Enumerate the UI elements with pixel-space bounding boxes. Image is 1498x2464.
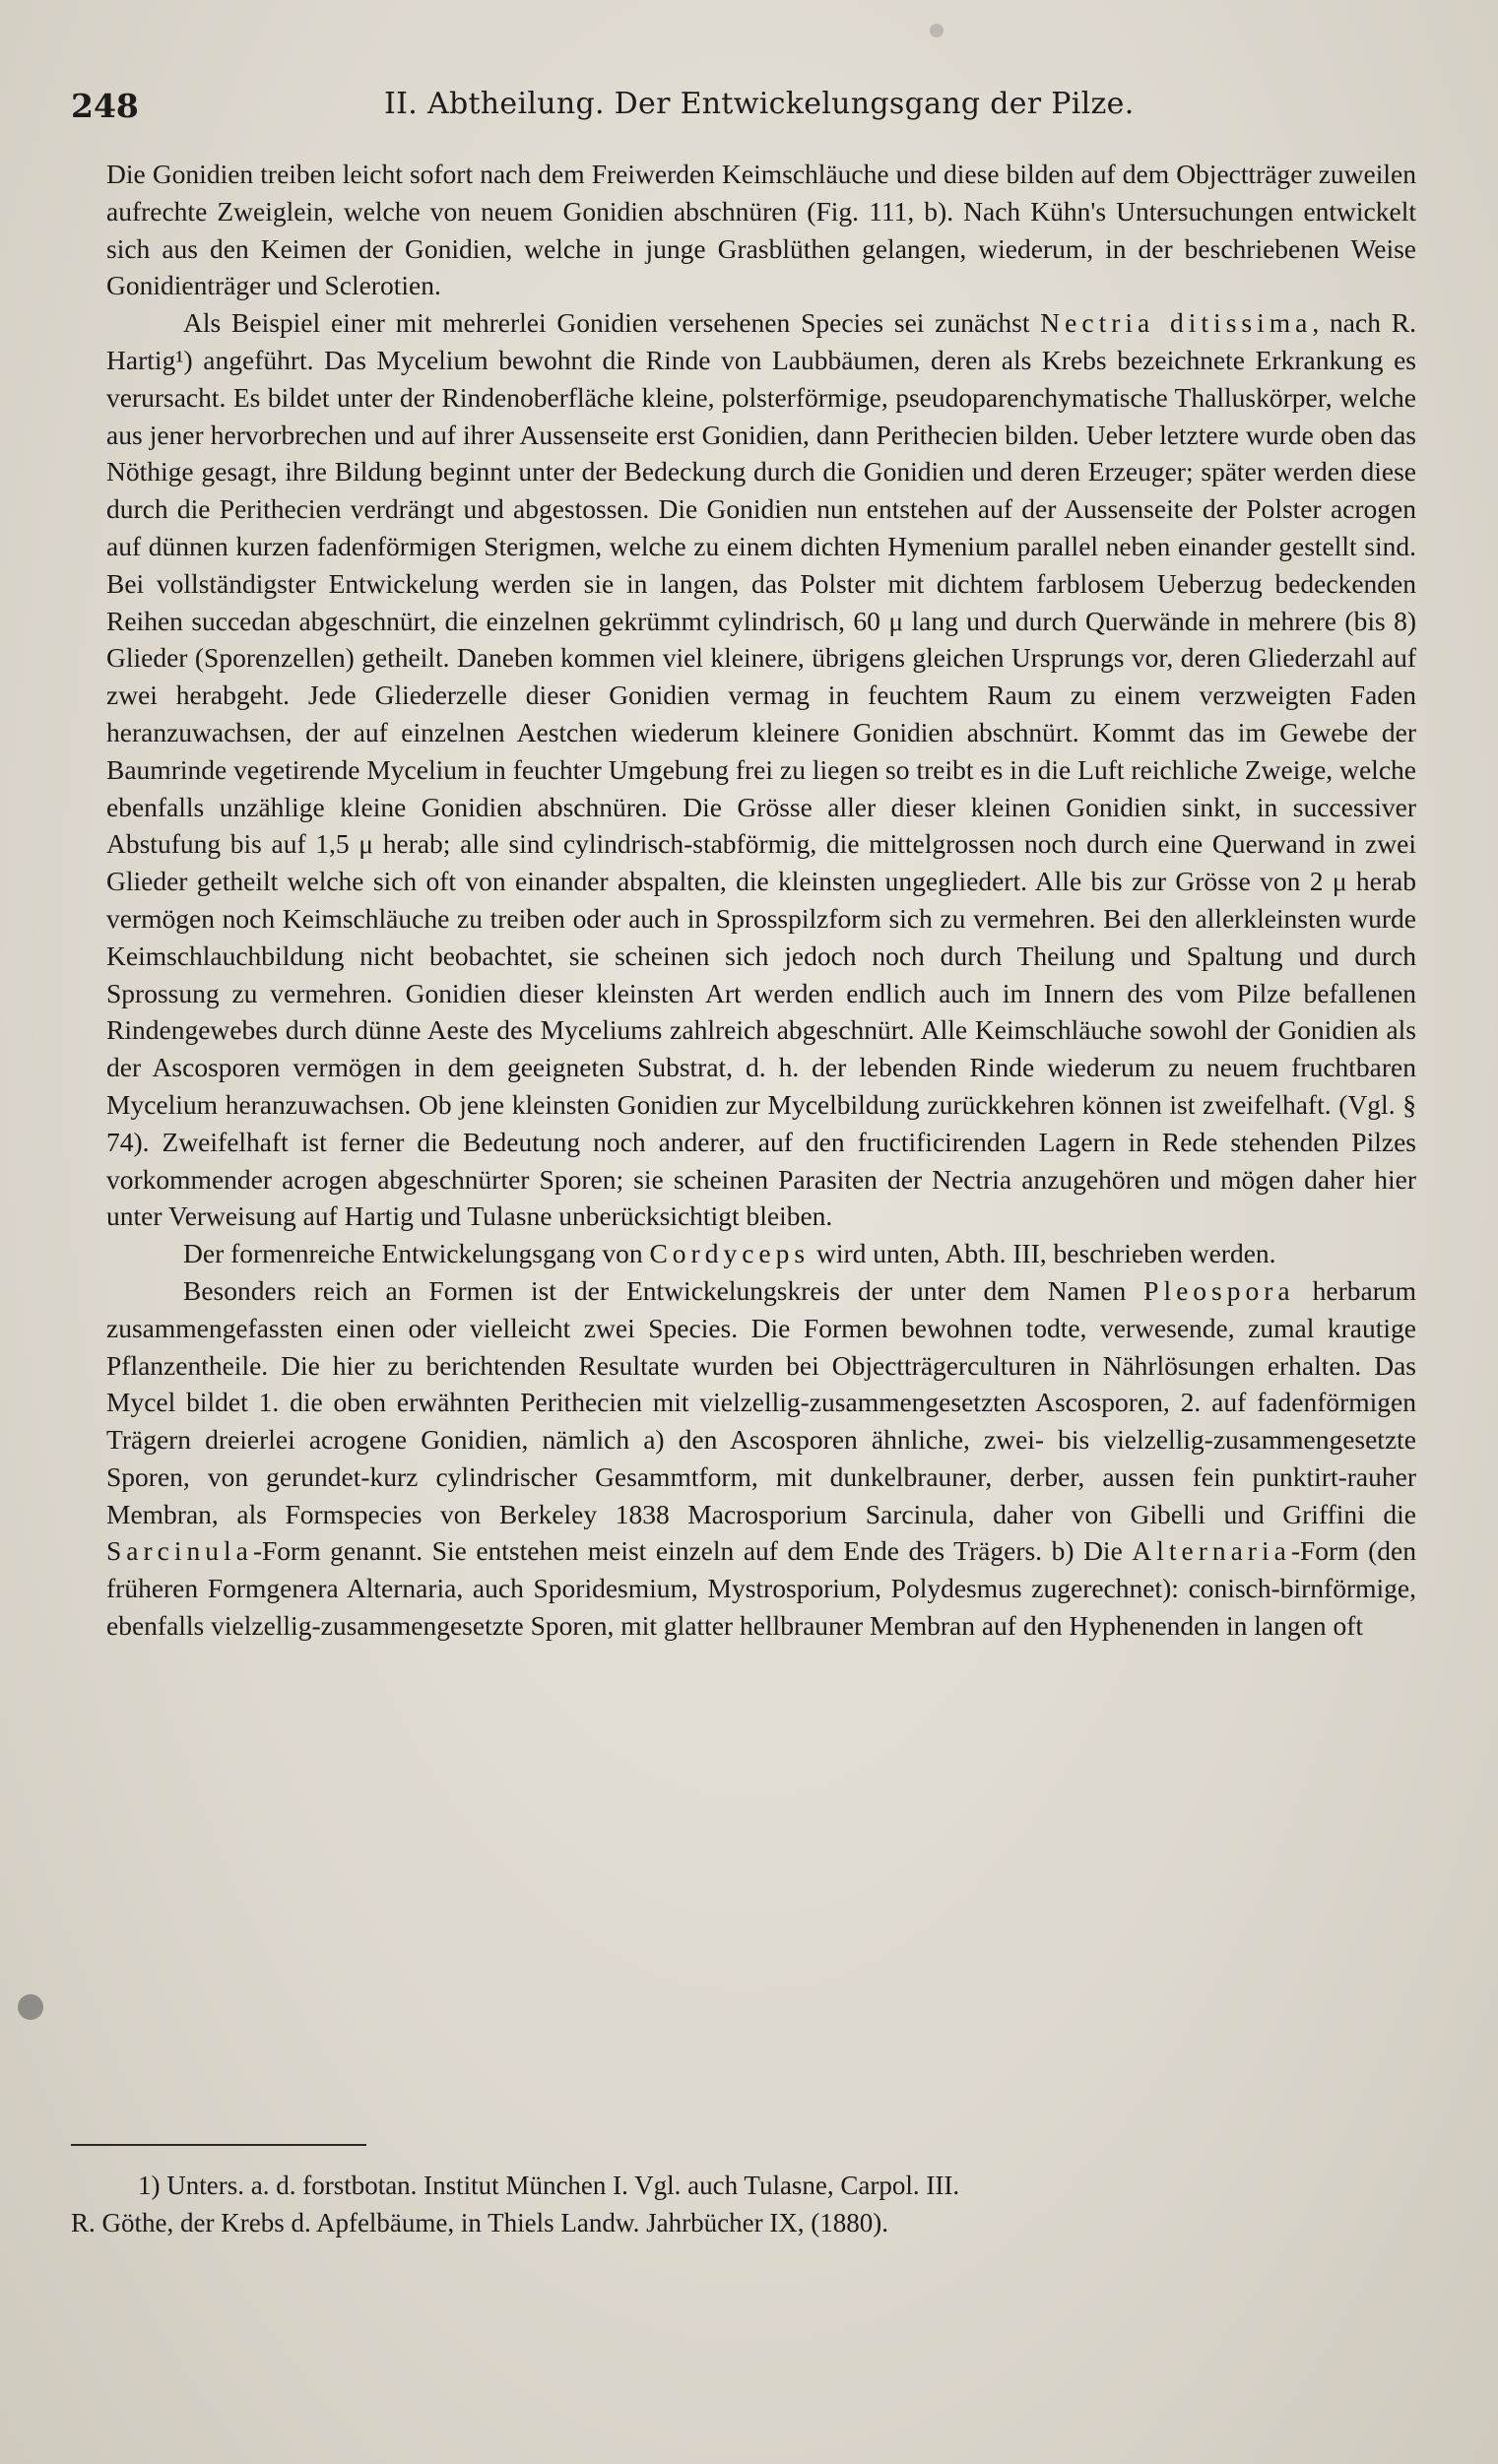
- running-head: II. Abtheilung. Der Entwickelungsgang der Pilze.: [384, 87, 1135, 121]
- text-run: -Form genannt. Sie entstehen meist einzeln auf dem Ende des Trägers. b) Die: [252, 1535, 1133, 1567]
- page-number: 248: [71, 87, 139, 125]
- body-text: [106, 156, 1416, 1645]
- text-run: , nach R. Hartig¹) angeführt. Das Mycelium bewohnt die Rinde von Laubbäumen, deren als Krebs bezeichnete Erkrankung es verursacht. Es bildet unter der Rindenoberfläche kleine, polsterförmige, pseudoparenchymatische Thalluskörper, welche aus jener hervorbrechen und auf ihrer Aussenseite erst Gonidien, dann Perithecien bilden. Ueber letztere wurde oben das Nöthige gesagt, ihre Bildung beginnt unter der Bedeckung durch die Gonidien und deren Erzeuger; später werden diese durch die Perithecien verdrängt und abgestossen. Die Gonidien nun entstehen auf der Aussenseite der Polster acrogen auf dünnen kurzen fadenförmigen Sterigmen, welche zu einem dichten Hymenium parallel neben einander gestellt sind. Bei vollständigster Entwickelung werden sie in langen, das Polster mit dichtem farblosem Ueberzug bedeckenden Reihen succedan abgeschnürt, die einzelnen gekrümmt cylindrisch, 60 μ lang und durch Querwände in mehrere (bis 8) Glieder (Sporenzellen) getheilt. Daneben kommen viel kleinere, übrigens gleichen Ursprungs vor, deren Gliederzahl auf zwei herabgeht. Jede Gliederzelle dieser Gonidien vermag in feuchtem Raum zu einem verzweigten Faden heranzuwachsen, der auf einzelnen Aestchen wiederum kleinere Gonidien abschnürt. Kommt das im Gewebe der Baumrinde vegetirende Mycelium in feuchter Umgebung frei zu liegen so treibt es in die Luft reichliche Zweige, welche ebenfalls unzählige kleine Gonidien abschnüren. Die Grösse aller dieser kleinen Gonidien sinkt, in successiver Abstufung bis auf 1,5 μ herab; alle sind cylindrisch-stabförmig, die mittelgrossen noch durch eine Querwand in zwei Glieder getheilt welche sich oft von einander abspalten, die kleinsten ungegliedert. Alle bis zur Grösse von 2 μ herab vermögen noch Keimschläuche zu treiben oder auch in Sprosspilzform sich zu vermehren. Bei den allerkleinsten wurde Keimschlauchbildung nicht beobachtet, sie scheinen sich jedoch noch durch Theilung und Spaltung und durch Sprossung zu vermehren. Gonidien dieser kleinsten Art werden endlich auch im Innern des vom Pilze befallenen Rindengewebes durch dünne Aeste des Myceliums zahlreich abgeschnürt. Alle Keimschläuche sowohl der Gonidien als der Ascosporen vermögen in dem geeigneten Substrat, d. h. der lebenden Rinde wiederum zu neuem fruchtbaren Mycelium heranzuwachsen. Ob jene kleinsten Gonidien zur Mycelbildung zurückkehren können ist zweifelhaft. (Vgl. § 74). Zweifelhaft ist ferner die Bedeutung noch anderer, auf den fructificirenden Lagern in Rede stehenden Pilzes vorkommender acrogen abgeschnürter Sporen; sie scheinen Parasiten der Nectria anzugehören und mögen daher hier unter Verweisung auf Hartig und Tulasne unberücksichtigt bleiben.: [106, 307, 1416, 1232]
- footnotes: [71, 2167, 1420, 2241]
- form-name: Sarcinula: [106, 1535, 253, 1567]
- text-run: wird unten, Abth. III, beschrieben werden.: [810, 1238, 1276, 1269]
- species-name: Nectria ditissima: [1040, 307, 1313, 339]
- text-run: Als Beispiel einer mit mehrerlei Gonidien versehenen Species sei zunächst: [183, 307, 1041, 339]
- paragraph: [106, 1235, 1416, 1272]
- genus-name: Cordyceps: [649, 1238, 811, 1269]
- text-run: Besonders reich an Formen ist der Entwickelungskreis der unter dem Namen: [183, 1274, 1144, 1306]
- text-run: Die Gonidien treiben leicht sofort nach dem Freiwerden Keimschläuche und diese bilden auf dem Objectträger zuweilen aufrechte Zweiglein, welche von neuem Gonidien abschnüren (Fig. 111, b). Nach Kühn's Untersuchungen entwickelt sich aus den Keimen der Gonidien, welche in junge Grasblüthen gelangen, wiederum, in der beschriebenen Weise Gonidienträger und Sclerotien.: [106, 159, 1416, 301]
- form-name: Alternaria: [1132, 1535, 1291, 1567]
- paragraph: [106, 156, 1416, 304]
- page-blemish: [18, 1994, 43, 2020]
- text-run: herbarum zusammengefassten einen oder vielleicht zwei Species. Die Formen bewohnen todte, verwesende, zumal krautige Pflanzentheile. Die hier zu berichtenden Resultate wurden bei Objectträgerculturen in Nährlösungen erhalten. Das Mycel bildet 1. die oben erwähnten Perithecien mit vielzellig-zusammengesetzten Ascosporen, 2. auf fadenförmigen Trägern dreierlei acrogene Gonidien, nämlich a) den Ascosporen ähnliche, zwei- bis vielzellig-zusammengesetzte Sporen, von gerundet-kurz cylindrischer Gesammtform, mit dunkelbrauner, derber, aussen fein punktirt-rauher Membran, als Formspecies von Berkeley 1838 Macrosporium Sarcinula, daher von Gibelli und Griffini die: [106, 1274, 1416, 1529]
- paragraph: [106, 1272, 1416, 1645]
- footnote-line: 1) Unters. a. d. forstbotan. Institut München I. Vgl. auch Tulasne, Carpol. III.: [138, 2171, 960, 2200]
- genus-name: Pleospora: [1143, 1274, 1295, 1306]
- footnote-rule: [71, 2144, 366, 2146]
- footnote-line: R. Göthe, der Krebs d. Apfelbäume, in Thiels Landw. Jahrbücher IX, (1880).: [71, 2208, 889, 2237]
- text-run: -Form (den früheren Formgenera Alternaria, auch Sporidesmium, Mystrosporium, Polydesmus zugerechnet): conisch-birnförmige, ebenfalls vielzellig-zusammengesetzte Sporen, mit glatter hellbrauner Membran auf den Hyphenenden in langen oft: [106, 1535, 1416, 1642]
- page-blemish: [930, 24, 944, 37]
- paragraph: [106, 304, 1416, 1235]
- page-header: [71, 87, 1410, 126]
- text-run: Der formenreiche Entwickelungsgang von: [183, 1238, 650, 1269]
